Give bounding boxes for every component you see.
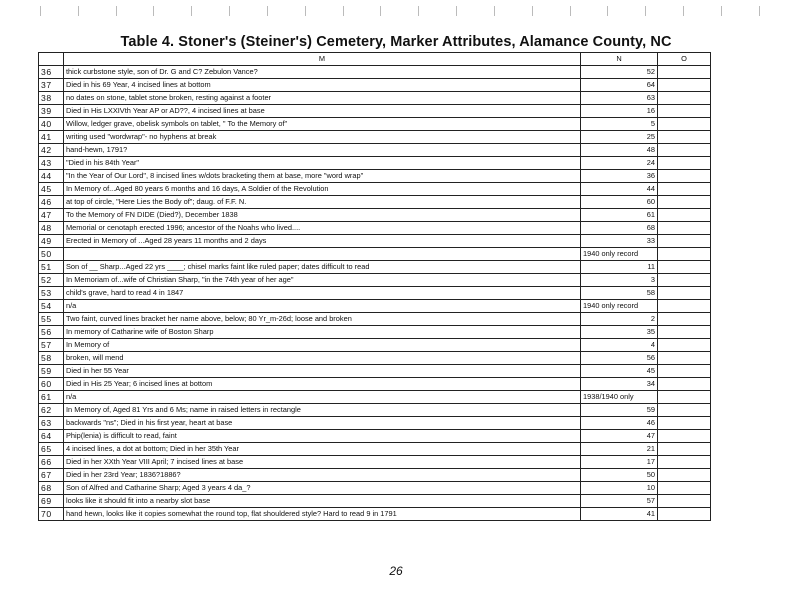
row-number-cell: 64 bbox=[39, 430, 64, 443]
description-cell: n/a bbox=[64, 391, 581, 404]
n-value-cell: 10 bbox=[581, 482, 658, 495]
row-number-cell: 55 bbox=[39, 313, 64, 326]
row-number-cell: 48 bbox=[39, 222, 64, 235]
o-value-cell bbox=[658, 443, 711, 456]
description-cell: Erected in Memory of ...Aged 28 years 11 months and 2 days bbox=[64, 235, 581, 248]
table-row bbox=[39, 66, 711, 79]
column-header-o: O bbox=[658, 53, 711, 66]
o-value-cell bbox=[658, 404, 711, 417]
o-value-cell bbox=[658, 144, 711, 157]
description-cell: In memory of Catharine wife of Boston Sharp bbox=[64, 326, 581, 339]
description-cell: no dates on stone, tablet stone broken, resting against a footer bbox=[64, 92, 581, 105]
description-cell bbox=[64, 248, 581, 261]
n-value-cell: 47 bbox=[581, 430, 658, 443]
n-value-cell: 57 bbox=[581, 495, 658, 508]
n-value-cell: 3 bbox=[581, 274, 658, 287]
table-row bbox=[39, 105, 711, 118]
row-number-cell: 50 bbox=[39, 248, 64, 261]
column-header-n: N bbox=[581, 53, 658, 66]
o-value-cell bbox=[658, 222, 711, 235]
n-value-cell: 63 bbox=[581, 92, 658, 105]
marker-attributes-table bbox=[38, 52, 711, 521]
n-value-cell: 24 bbox=[581, 157, 658, 170]
o-value-cell bbox=[658, 430, 711, 443]
table-row bbox=[39, 352, 711, 365]
n-value-cell: 35 bbox=[581, 326, 658, 339]
table-row bbox=[39, 235, 711, 248]
description-cell: In Memory of...Aged 80 years 6 months and 16 days, A Soldier of the Revolution bbox=[64, 183, 581, 196]
table-row bbox=[39, 326, 711, 339]
table-row bbox=[39, 378, 711, 391]
table-row bbox=[39, 144, 711, 157]
o-value-cell bbox=[658, 157, 711, 170]
row-number-cell: 47 bbox=[39, 209, 64, 222]
row-number-cell: 61 bbox=[39, 391, 64, 404]
row-number-cell: 58 bbox=[39, 352, 64, 365]
n-value-cell: 64 bbox=[581, 79, 658, 92]
row-number-cell: 56 bbox=[39, 326, 64, 339]
row-number-cell: 51 bbox=[39, 261, 64, 274]
n-value-cell: 58 bbox=[581, 287, 658, 300]
n-value-cell: 46 bbox=[581, 417, 658, 430]
table-row bbox=[39, 196, 711, 209]
table-row bbox=[39, 339, 711, 352]
page-number: 26 bbox=[389, 564, 403, 578]
table-row bbox=[39, 313, 711, 326]
row-number-cell: 66 bbox=[39, 456, 64, 469]
o-value-cell bbox=[658, 391, 711, 404]
description-cell: n/a bbox=[64, 300, 581, 313]
description-cell: "In the Year of Our Lord", 8 incised lines w/dots bracketing them at base, more "word wrap" bbox=[64, 170, 581, 183]
n-value-cell: 34 bbox=[581, 378, 658, 391]
table-row bbox=[39, 183, 711, 196]
o-value-cell bbox=[658, 79, 711, 92]
n-value-cell: 61 bbox=[581, 209, 658, 222]
n-value-cell: 16 bbox=[581, 105, 658, 118]
o-value-cell bbox=[658, 118, 711, 131]
table-row bbox=[39, 508, 711, 521]
description-cell: thick curbstone style, son of Dr. G and C? Zebulon Vance? bbox=[64, 66, 581, 79]
page-title: Table 4. Stoner's (Steiner's) Cemetery, Marker Attributes, Alamance County, NC bbox=[120, 34, 672, 50]
description-cell: looks like it should fit into a nearby slot base bbox=[64, 495, 581, 508]
o-value-cell bbox=[658, 287, 711, 300]
description-cell: writing used "wordwrap"- no hyphens at break bbox=[64, 131, 581, 144]
row-number-cell: 68 bbox=[39, 482, 64, 495]
row-number-cell: 53 bbox=[39, 287, 64, 300]
o-value-cell bbox=[658, 170, 711, 183]
table-row bbox=[39, 170, 711, 183]
n-value-cell: 59 bbox=[581, 404, 658, 417]
row-number-cell: 60 bbox=[39, 378, 64, 391]
description-cell: Memorial or cenotaph erected 1996; ancestor of the Noahs who lived.... bbox=[64, 222, 581, 235]
row-number-cell: 49 bbox=[39, 235, 64, 248]
o-value-cell bbox=[658, 352, 711, 365]
o-value-cell bbox=[658, 313, 711, 326]
row-number-cell: 57 bbox=[39, 339, 64, 352]
row-number-cell: 43 bbox=[39, 157, 64, 170]
table-row bbox=[39, 482, 711, 495]
table-row bbox=[39, 391, 711, 404]
description-cell: In Memory of bbox=[64, 339, 581, 352]
description-cell: Willow, ledger grave, obelisk symbols on tablet, " To the Memory of" bbox=[64, 118, 581, 131]
row-number-cell: 69 bbox=[39, 495, 64, 508]
table-row bbox=[39, 118, 711, 131]
row-number-cell: 40 bbox=[39, 118, 64, 131]
row-number-cell: 38 bbox=[39, 92, 64, 105]
table-row bbox=[39, 287, 711, 300]
table-row bbox=[39, 209, 711, 222]
o-value-cell bbox=[658, 196, 711, 209]
o-value-cell bbox=[658, 339, 711, 352]
description-cell: Died in her 55 Year bbox=[64, 365, 581, 378]
description-cell: hand hewn, looks like it copies somewhat the round top, flat shouldered style? Hard to read 9 in 1791 bbox=[64, 508, 581, 521]
n-value-cell: 41 bbox=[581, 508, 658, 521]
o-value-cell bbox=[658, 326, 711, 339]
n-value-cell: 45 bbox=[581, 365, 658, 378]
scan-edge-marks bbox=[40, 6, 760, 16]
description-cell: In Memoriam of...wife of Christian Sharp, "in the 74th year of her age" bbox=[64, 274, 581, 287]
row-number-cell: 65 bbox=[39, 443, 64, 456]
table-row bbox=[39, 222, 711, 235]
description-cell: at top of circle, "Here Lies the Body of"; daug. of F.F. N. bbox=[64, 196, 581, 209]
description-cell: Died in her 23rd Year; 1836?1886? bbox=[64, 469, 581, 482]
table-row bbox=[39, 469, 711, 482]
table-row bbox=[39, 365, 711, 378]
table-row bbox=[39, 261, 711, 274]
table-row bbox=[39, 92, 711, 105]
o-value-cell bbox=[658, 456, 711, 469]
n-value-cell: 2 bbox=[581, 313, 658, 326]
n-value-cell: 60 bbox=[581, 196, 658, 209]
row-number-cell: 52 bbox=[39, 274, 64, 287]
description-cell: Died in her XXth Year VIII April; 7 incised lines at base bbox=[64, 456, 581, 469]
table-row bbox=[39, 404, 711, 417]
table-row bbox=[39, 456, 711, 469]
o-value-cell bbox=[658, 482, 711, 495]
table-row bbox=[39, 443, 711, 456]
o-value-cell bbox=[658, 261, 711, 274]
n-value-cell: 1940 only record bbox=[581, 300, 658, 313]
table-row bbox=[39, 417, 711, 430]
description-cell: In Memory of, Aged 81 Yrs and 6 Ms; name in raised letters in rectangle bbox=[64, 404, 581, 417]
o-value-cell bbox=[658, 495, 711, 508]
row-number-cell: 62 bbox=[39, 404, 64, 417]
row-number-cell: 36 bbox=[39, 66, 64, 79]
o-value-cell bbox=[658, 417, 711, 430]
row-number-cell: 59 bbox=[39, 365, 64, 378]
n-value-cell: 4 bbox=[581, 339, 658, 352]
description-cell: child's grave, hard to read 4 in 1847 bbox=[64, 287, 581, 300]
description-cell: Died in His 25 Year; 6 incised lines at bottom bbox=[64, 378, 581, 391]
description-cell: backwards "ns"; Died in his first year, heart at base bbox=[64, 417, 581, 430]
o-value-cell bbox=[658, 248, 711, 261]
description-cell: Phip(lenia) is difficult to read, faint bbox=[64, 430, 581, 443]
row-number-cell: 37 bbox=[39, 79, 64, 92]
o-value-cell bbox=[658, 365, 711, 378]
n-value-cell: 25 bbox=[581, 131, 658, 144]
o-value-cell bbox=[658, 235, 711, 248]
description-cell: Two faint, curved lines bracket her name above, below; 80 Yr_m-26d; loose and broken bbox=[64, 313, 581, 326]
o-value-cell bbox=[658, 508, 711, 521]
column-header-m: M bbox=[64, 53, 581, 66]
table-body bbox=[39, 66, 711, 521]
row-number-cell: 39 bbox=[39, 105, 64, 118]
o-value-cell bbox=[658, 105, 711, 118]
column-header-num bbox=[39, 53, 64, 66]
n-value-cell: 48 bbox=[581, 144, 658, 157]
table-row bbox=[39, 131, 711, 144]
row-number-cell: 44 bbox=[39, 170, 64, 183]
description-cell: Son of __ Sharp...Aged 22 yrs ____; chisel marks faint like ruled paper; dates difficult to read bbox=[64, 261, 581, 274]
o-value-cell bbox=[658, 209, 711, 222]
table-row bbox=[39, 248, 711, 261]
row-number-cell: 41 bbox=[39, 131, 64, 144]
row-number-cell: 63 bbox=[39, 417, 64, 430]
o-value-cell bbox=[658, 131, 711, 144]
description-cell: To the Memory of FN DIDE (Died?), December 1838 bbox=[64, 209, 581, 222]
o-value-cell bbox=[658, 274, 711, 287]
description-cell: hand-hewn, 1791? bbox=[64, 144, 581, 157]
table-row bbox=[39, 430, 711, 443]
n-value-cell: 21 bbox=[581, 443, 658, 456]
row-number-cell: 70 bbox=[39, 508, 64, 521]
table-row bbox=[39, 157, 711, 170]
n-value-cell: 1940 only record bbox=[581, 248, 658, 261]
row-number-cell: 54 bbox=[39, 300, 64, 313]
row-number-cell: 46 bbox=[39, 196, 64, 209]
table-row bbox=[39, 79, 711, 92]
n-value-cell: 50 bbox=[581, 469, 658, 482]
header-row bbox=[39, 53, 711, 66]
row-number-cell: 67 bbox=[39, 469, 64, 482]
o-value-cell bbox=[658, 183, 711, 196]
o-value-cell bbox=[658, 66, 711, 79]
n-value-cell: 36 bbox=[581, 170, 658, 183]
o-value-cell bbox=[658, 300, 711, 313]
n-value-cell: 56 bbox=[581, 352, 658, 365]
table-row bbox=[39, 274, 711, 287]
table-row bbox=[39, 495, 711, 508]
description-cell: "Died in his 84th Year" bbox=[64, 157, 581, 170]
o-value-cell bbox=[658, 92, 711, 105]
n-value-cell: 1938/1940 only bbox=[581, 391, 658, 404]
o-value-cell bbox=[658, 469, 711, 482]
row-number-cell: 42 bbox=[39, 144, 64, 157]
n-value-cell: 17 bbox=[581, 456, 658, 469]
n-value-cell: 33 bbox=[581, 235, 658, 248]
description-cell: Son of Alfred and Catharine Sharp; Aged 3 years 4 da_? bbox=[64, 482, 581, 495]
n-value-cell: 68 bbox=[581, 222, 658, 235]
o-value-cell bbox=[658, 378, 711, 391]
table-row bbox=[39, 300, 711, 313]
description-cell: broken, will mend bbox=[64, 352, 581, 365]
n-value-cell: 44 bbox=[581, 183, 658, 196]
row-number-cell: 45 bbox=[39, 183, 64, 196]
description-cell: Died in His LXXIVth Year AP or AD??, 4 incised lines at base bbox=[64, 105, 581, 118]
description-cell: 4 incised lines, a dot at bottom; Died in her 35th Year bbox=[64, 443, 581, 456]
description-cell: Died in his 69 Year, 4 incised lines at bottom bbox=[64, 79, 581, 92]
n-value-cell: 52 bbox=[581, 66, 658, 79]
n-value-cell: 11 bbox=[581, 261, 658, 274]
n-value-cell: 5 bbox=[581, 118, 658, 131]
